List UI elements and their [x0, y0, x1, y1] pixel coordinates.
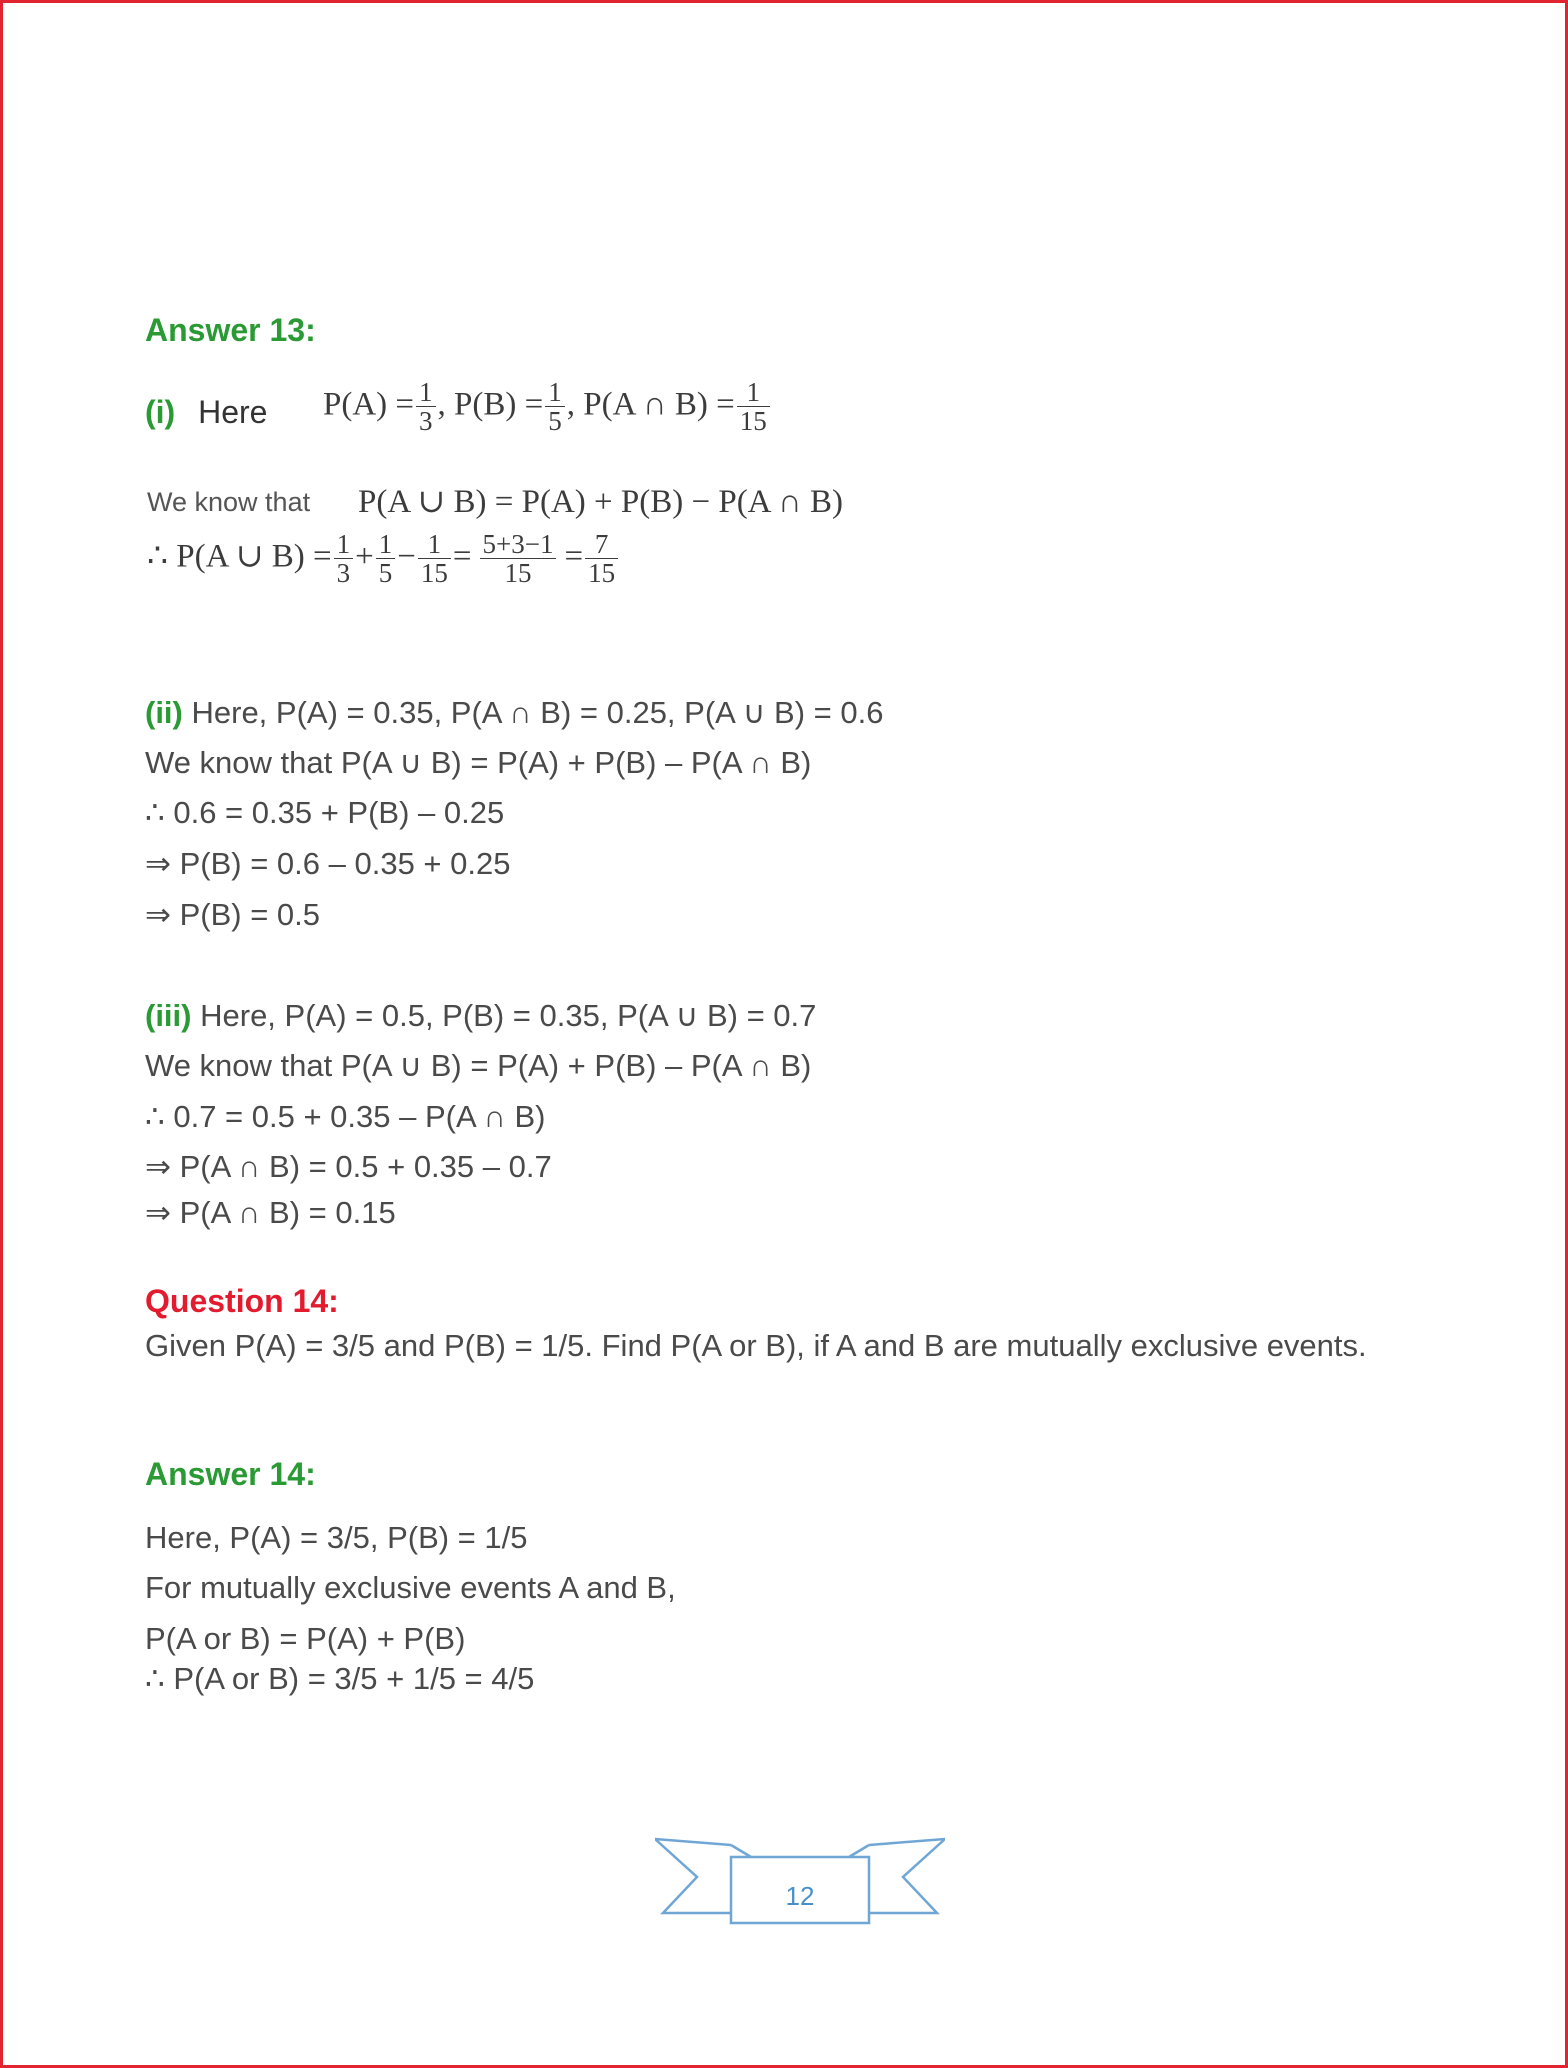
calc-term-3: $\frac{1}{15}$ — [418, 530, 451, 588]
part-ii-label: (ii) — [145, 695, 183, 730]
part-ii-line-3: ∴ 0.6 = 0.35 + P(B) – 0.25 — [145, 795, 505, 830]
answer-14-line-3: P(A or B) = P(A) + P(B) — [145, 1621, 466, 1656]
part-ii-line-1 — [145, 695, 883, 731]
calc-term-2: $\frac{1}{5}$ — [376, 530, 396, 588]
part-i-here: Here — [198, 394, 268, 430]
part-iii-line-5: ⇒ P(A ∩ B) = 0.15 — [145, 1195, 396, 1230]
given-pab-fraction: $\frac{1}{15}$ — [737, 378, 770, 436]
calc-prefix: ∴ P(A ∪ B) = — [147, 538, 332, 575]
part-ii-line-5: ⇒ P(B) = 0.5 — [145, 897, 321, 932]
part-iii-given: Here, P(A) = 0.5, P(B) = 0.35, P(A ∪ B) = 0.7 — [191, 998, 817, 1033]
part-i-know-label: We know that — [147, 487, 311, 517]
part-iii-line-4: ⇒ P(A ∩ B) = 0.5 + 0.35 – 0.7 — [145, 1149, 552, 1184]
question-14-heading: Question 14: — [145, 1283, 339, 1319]
calc-term-4: $\frac{5+3-1}{15}$ — [480, 530, 557, 588]
given-pb-fraction: $\frac{1}{5}$ — [545, 378, 565, 436]
part-iii-line-3: ∴ 0.7 = 0.5 + 0.35 – P(A ∩ B) — [145, 1099, 546, 1134]
given-pab-label: , P(A ∩ B) = — [566, 386, 735, 423]
part-ii-given: Here, P(A) = 0.35, P(A ∩ B) = 0.25, P(A ∪ B) = 0.6 — [182, 695, 884, 730]
part-iii-line-1 — [145, 998, 816, 1034]
calc-equals-1: = — [452, 538, 472, 575]
part-ii-line-2: We know that P(A ∪ B) = P(A) + P(B) – P(A ∩ B) — [145, 745, 812, 780]
part-iii-label: (iii) — [145, 998, 192, 1033]
part-i-intro — [145, 394, 267, 431]
answer-14-heading: Answer 14: — [145, 1456, 316, 1492]
question-14-text: Given P(A) = 3/5 and P(B) = 1/5. Find P(A or B), if A and B are mutually exclusive events. — [145, 1328, 1367, 1363]
answer-14-line-1: Here, P(A) = 3/5, P(B) = 1/5 — [145, 1520, 528, 1555]
calc-op-plus: + — [355, 538, 374, 575]
page-number: 12 — [785, 1881, 815, 1911]
calc-term-1: $\frac{1}{3}$ — [334, 530, 354, 588]
part-i-given — [323, 378, 772, 436]
part-i-label: (i) — [145, 394, 176, 430]
calc-equals-2: = — [564, 538, 584, 575]
part-i-calculation — [147, 530, 620, 588]
given-pa-label: P(A) = — [323, 386, 415, 423]
part-ii-line-4: ⇒ P(B) = 0.6 – 0.35 + 0.25 — [145, 846, 511, 881]
calc-op-minus: − — [397, 538, 416, 575]
given-pa-fraction: $\frac{1}{3}$ — [416, 378, 436, 436]
part-iii-line-2: We know that P(A ∪ B) = P(A) + P(B) – P(A ∩ B) — [145, 1048, 812, 1083]
answer-14-line-4: ∴ P(A or B) = 3/5 + 1/5 = 4/5 — [145, 1661, 535, 1696]
answer-13-heading: Answer 13: — [145, 312, 316, 348]
calc-term-5: $\frac{7}{15}$ — [585, 530, 618, 588]
part-i-formula: P(A ∪ B) = P(A) + P(B) − P(A ∩ B) — [358, 484, 844, 520]
answer-14-line-2: For mutually exclusive events A and B, — [145, 1570, 676, 1605]
given-pb-label: , P(B) = — [437, 386, 544, 423]
